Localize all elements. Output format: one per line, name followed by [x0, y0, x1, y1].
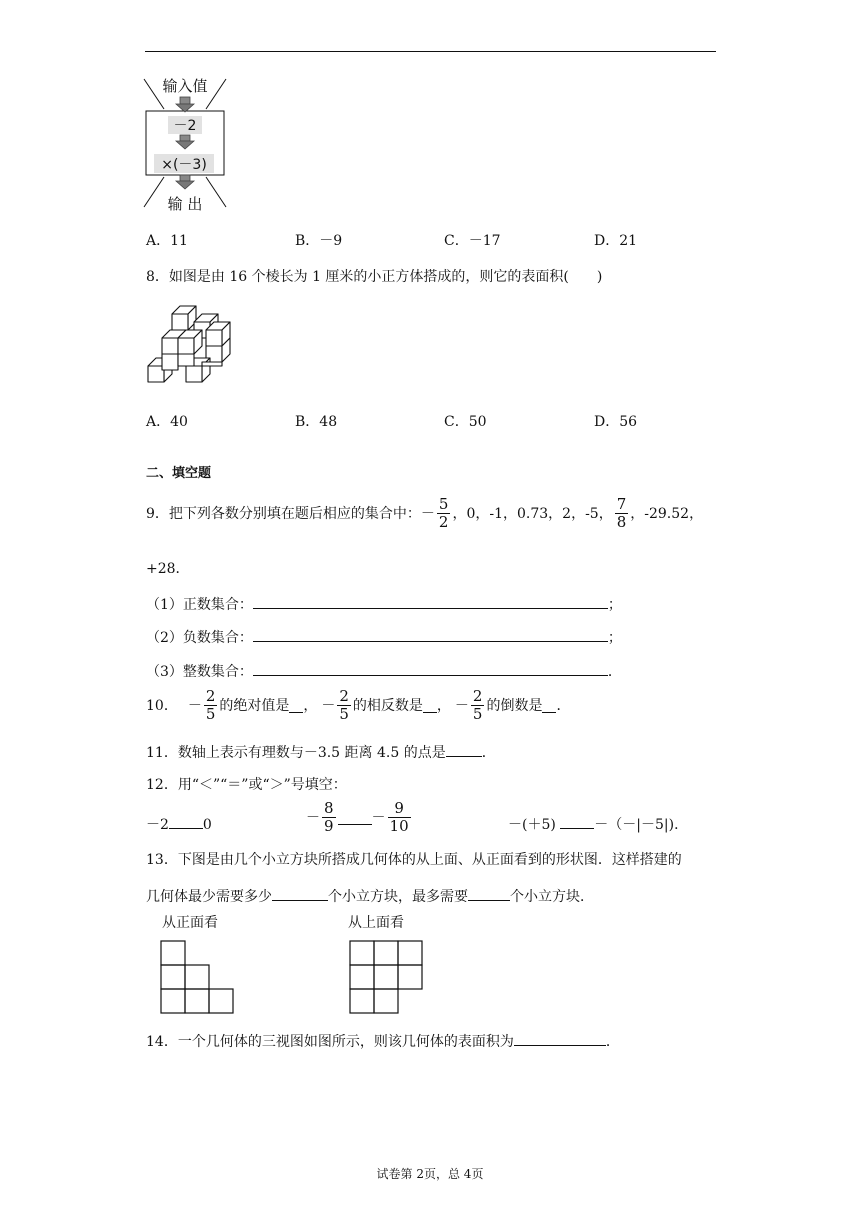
q10-text: 10． － $\frac{2}{5}$ 的绝对值是 ， － $\frac{2}{5}$ 的相反数是 ， － $\frac{2}{5}$ 的倒数是 ．: [146, 687, 571, 723]
q8-option-c: C．50: [444, 414, 487, 430]
q9-line2: +28．: [146, 561, 190, 577]
q9-set-positive: （1）正数集合： ；: [146, 594, 622, 614]
answer-blank[interactable]: [446, 742, 482, 757]
fraction: $\frac{8}{9}$: [324, 799, 334, 835]
top-view-label: 从上面看: [348, 915, 404, 931]
q7-option-b: B．－9: [295, 233, 343, 249]
q8-cube-figure: [144, 300, 240, 396]
front-view-label: 从正面看: [162, 915, 218, 931]
q9-set-negative: （2）负数集合： ；: [146, 627, 622, 647]
page-footer: 试卷第 2页，总 4页: [376, 1167, 484, 1181]
q8-option-b: B．48: [295, 414, 338, 430]
q12-compare-3: －(＋5) －（－|－5|)．: [508, 814, 688, 834]
flow-step1: －2: [173, 118, 197, 134]
flow-output-label: 输 出: [167, 195, 203, 213]
q7-option-a: A．11: [146, 233, 188, 249]
q13-line1: 13．下图是由几个小立方块所搭成几何体的从上面、从正面看到的形状图．这样搭建的: [146, 852, 682, 868]
answer-blank[interactable]: [514, 1031, 606, 1046]
fraction: $\frac{7}{8}$: [616, 495, 627, 531]
answer-blank[interactable]: [253, 594, 608, 609]
flow-input-label: 输入值: [162, 77, 208, 95]
q12-compare-1: －2 0: [146, 814, 212, 834]
header-rule: [145, 51, 716, 52]
arrow-down-icon: [176, 135, 194, 149]
q12-compare-2: － $\frac{8}{9}$ － $\frac{9}{10}$: [306, 799, 409, 835]
answer-blank[interactable]: [253, 627, 608, 642]
answer-blank[interactable]: [253, 661, 608, 676]
q8-text: 8．如图是由 16 个棱长为 1 厘米的小正方体搭成的，则它的表面积( ): [146, 269, 603, 285]
fraction: $\frac{2}{5}$: [339, 687, 349, 723]
q8-option-d: D．56: [594, 414, 638, 430]
arrow-down-icon: [176, 175, 194, 189]
fraction: $\frac{2}{5}$: [205, 687, 216, 723]
fraction: $\frac{2}{5}$: [472, 687, 483, 723]
q13-line2: 几何体最少需要多少 个小立方块，最多需要 个小立方块．: [146, 886, 594, 906]
fraction: $\frac{5}{2}$: [438, 495, 449, 531]
q9-set-integer: （3）整数集合： ．: [146, 661, 622, 681]
q8-option-a: A．40: [146, 414, 188, 430]
front-view-grid: [160, 940, 236, 1016]
answer-blank[interactable]: [423, 698, 437, 713]
answer-blank[interactable]: [289, 698, 303, 713]
q9-text: 9．把下列各数分别填在题后相应的集合中：－ $\frac{5}{2}$ ，0，-1，0.73，2，-5， $\frac{7}{8}$ ，-29.52，: [146, 495, 704, 531]
fraction: $\frac{9}{10}$: [389, 799, 409, 835]
q7-flowchart: [140, 75, 230, 215]
q7-option-d: D．21: [594, 233, 638, 249]
q12-text: 12．用“＜”“＝”或“＞”号填空：: [146, 777, 347, 793]
arrow-down-icon: [176, 97, 194, 112]
answer-blank[interactable]: [542, 698, 556, 713]
section-heading: 二、填空题: [146, 466, 212, 481]
q14-text: 14．一个几何体的三视图如图所示，则该几何体的表面积为 ．: [146, 1031, 620, 1051]
q11-text: 11．数轴上表示有理数与－3.5 距离 4.5 的点是 ．: [146, 742, 496, 762]
answer-blank[interactable]: [272, 886, 328, 901]
top-view-grid: [349, 940, 425, 1016]
answer-blank[interactable]: [468, 886, 510, 901]
q7-option-c: C．－17: [444, 233, 501, 249]
answer-blank[interactable]: [338, 810, 372, 825]
answer-blank[interactable]: [560, 814, 594, 829]
flow-step2: ×(－3): [161, 157, 207, 173]
answer-blank[interactable]: [169, 814, 203, 829]
